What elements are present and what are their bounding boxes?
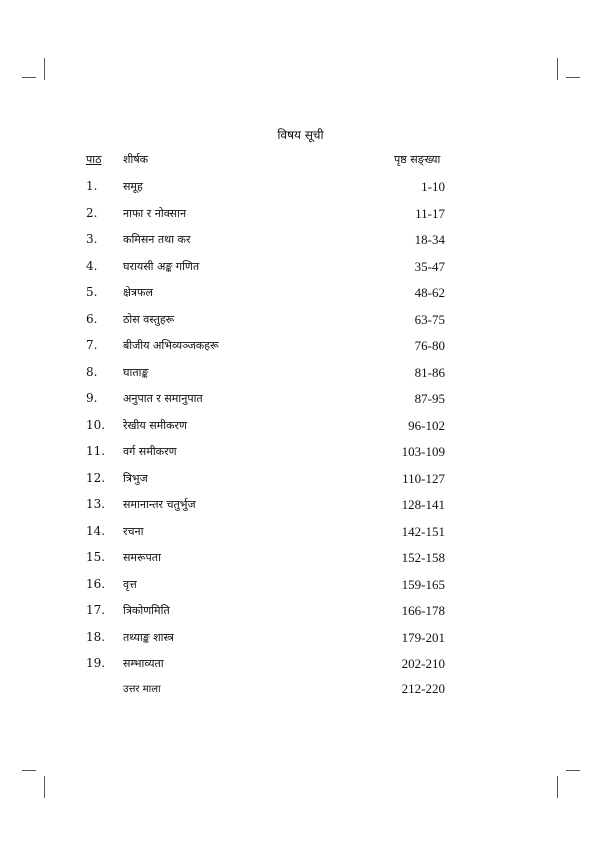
toc-row xyxy=(0,497,601,523)
lesson-title: रेखीय समीकरण xyxy=(123,418,187,432)
crop-mark-top-left-vertical xyxy=(44,58,45,80)
toc-row xyxy=(0,471,601,497)
crop-mark-bottom-left-horizontal xyxy=(22,770,36,771)
page-range: 63-75 xyxy=(414,311,445,327)
crop-mark-top-right-horizontal xyxy=(566,77,580,78)
lesson-number: 4. xyxy=(86,258,98,273)
page-range: 159-165 xyxy=(401,576,445,592)
toc-row xyxy=(0,444,601,470)
page-range: 1-10 xyxy=(421,179,445,194)
lesson-title: बीजीय अभिव्यञ्जकहरू xyxy=(123,339,219,352)
crop-mark-bottom-right-horizontal xyxy=(566,770,580,771)
toc-row xyxy=(0,603,601,629)
lesson-title: वृत्त xyxy=(123,577,137,591)
crop-mark-top-left-horizontal xyxy=(22,77,36,78)
lesson-number: 3. xyxy=(86,232,98,246)
lesson-title: तथ्याङ्क शास्त्र xyxy=(123,630,174,644)
toc-row xyxy=(0,206,601,232)
toc-row xyxy=(0,312,601,338)
crop-mark-bottom-right-vertical xyxy=(557,776,558,798)
lesson-title: अनुपात र समानुपात xyxy=(123,392,203,405)
page-range: 96-102 xyxy=(408,417,445,433)
page-range: 202-210 xyxy=(401,656,445,671)
lesson-title: कमिसन तथा कर xyxy=(123,233,191,246)
lesson-title: घाताङ्क xyxy=(123,365,149,379)
page-range: 11-17 xyxy=(415,205,445,221)
lesson-number: 16. xyxy=(86,576,106,591)
toc-row xyxy=(0,391,601,417)
answers-title: उत्तर माला xyxy=(123,683,161,695)
toc-row xyxy=(0,630,601,656)
column-header-page: पृष्ठ सङ्ख्या xyxy=(394,153,441,166)
lesson-number: 15. xyxy=(86,550,106,564)
column-header-lesson: पाठ xyxy=(86,153,102,166)
lesson-title: क्षेत्रफल xyxy=(123,286,153,299)
toc-row xyxy=(0,259,601,285)
toc-row xyxy=(0,524,601,550)
toc-row xyxy=(0,179,601,205)
page-title: विषय सूची xyxy=(277,128,324,142)
lesson-number: 12. xyxy=(86,470,106,485)
lesson-number: 6. xyxy=(86,311,98,326)
lesson-title: सम्भाव्यता xyxy=(123,657,164,670)
crop-mark-bottom-left-vertical xyxy=(44,776,45,798)
toc-row xyxy=(0,338,601,364)
page-range: 179-201 xyxy=(401,629,445,645)
page-range: 48-62 xyxy=(414,285,445,300)
lesson-title: ठोस वस्तुहरू xyxy=(123,312,175,326)
lesson-title: घरायसी अङ्क गणित xyxy=(123,259,200,273)
page-range: 152-158 xyxy=(401,550,445,565)
page-range: 76-80 xyxy=(414,338,445,353)
page-range: 81-86 xyxy=(414,364,445,380)
lesson-number: 9. xyxy=(86,391,98,405)
page-range: 166-178 xyxy=(401,603,445,618)
lesson-title: नाफा र नोक्सान xyxy=(123,206,187,220)
toc-row xyxy=(0,232,601,258)
lesson-title: समूह xyxy=(123,180,143,193)
lesson-number: 11. xyxy=(86,444,106,458)
lesson-number: 7. xyxy=(86,338,98,352)
lesson-title: त्रिकोणमिति xyxy=(123,604,170,617)
lesson-number: 2. xyxy=(86,205,98,220)
page-range: 110-127 xyxy=(402,470,445,486)
page-range: 18-34 xyxy=(414,232,445,247)
lesson-number: 18. xyxy=(86,629,106,644)
lesson-title: समरूपता xyxy=(123,551,161,564)
page-range: 103-109 xyxy=(401,444,445,459)
column-header-title: शीर्षक xyxy=(123,153,149,166)
toc-row-answers xyxy=(0,681,601,707)
lesson-number: 1. xyxy=(86,179,98,193)
toc-row xyxy=(0,577,601,603)
lesson-number: 17. xyxy=(86,603,106,617)
lesson-number: 13. xyxy=(86,497,106,511)
lesson-title: वर्ग समीकरण xyxy=(123,445,177,458)
lesson-number: 5. xyxy=(86,285,98,299)
lesson-number: 14. xyxy=(86,523,106,538)
page-range: 35-47 xyxy=(414,258,445,274)
lesson-number: 8. xyxy=(86,364,98,379)
page-range: 142-151 xyxy=(401,523,445,539)
crop-mark-top-right-vertical xyxy=(557,58,558,80)
toc-row xyxy=(0,365,601,391)
page-range: 128-141 xyxy=(401,497,445,512)
page-range: 87-95 xyxy=(414,391,445,406)
lesson-number: 10. xyxy=(86,417,106,432)
lesson-title: समानान्तर चतुर्भुज xyxy=(123,498,196,511)
lesson-title: रचना xyxy=(123,524,144,538)
lesson-number: 19. xyxy=(86,656,106,670)
lesson-title: त्रिभुज xyxy=(123,471,148,485)
toc-row xyxy=(0,656,601,682)
toc-row xyxy=(0,418,601,444)
toc-row xyxy=(0,550,601,576)
toc-row xyxy=(0,285,601,311)
answers-page-range: 212-220 xyxy=(401,680,445,696)
